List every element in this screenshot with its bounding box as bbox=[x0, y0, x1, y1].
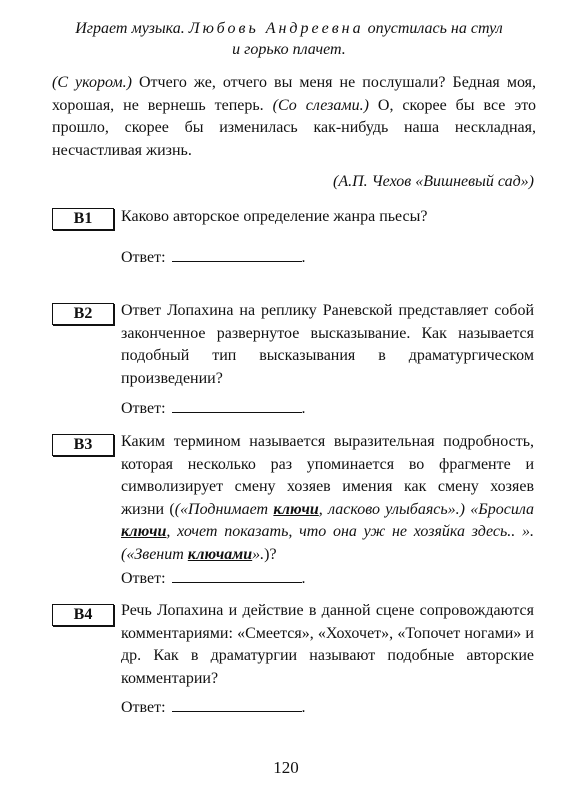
keyword-keys-1: ключи bbox=[273, 500, 319, 518]
answer-label-b2: Ответ: bbox=[121, 400, 166, 417]
task-question-b3-end: )? bbox=[264, 545, 277, 563]
task-question-b2: Ответ Лопахина на реплику Раневской представляет собой законченное развернутое высказывание. Как называется подобный тип высказывания в драматургическом произведении? bbox=[121, 302, 534, 387]
speech-paragraph bbox=[52, 72, 536, 162]
task-label-b3: B3 bbox=[52, 434, 114, 456]
task-quote2-a: «Бросила bbox=[470, 500, 534, 518]
speech-text-2: О, скорее бы все это прошло, скорее бы изменилась как-нибудь наша нескладная, несчастливая жизнь. bbox=[52, 96, 537, 159]
task-quote1-b: , ласково улыбаясь».) bbox=[318, 500, 465, 518]
speech-remark-1: (С укором.) bbox=[52, 74, 132, 91]
source-citation: (А.П. Чехов «Вишневый сад») bbox=[333, 173, 534, 190]
speech-remark-2: (Со слезами.) bbox=[272, 96, 369, 114]
speech-text-1: Отчего же, отчего вы меня не послушали? Бедная моя, хорошая, не вернешь теперь. bbox=[52, 74, 537, 114]
answer-label-b4: Ответ: bbox=[121, 699, 166, 716]
stage-direction-part2: опустилась на стул bbox=[367, 20, 503, 37]
task-question-b4: Речь Лопахина и действие в данной сцене сопровождаются комментариями: «Смеется», «Хохочет», «Топочет ногами» и др. Как в драматургии называют подобные авторские комментарии? bbox=[121, 602, 534, 687]
task-label-b1: B1 bbox=[52, 208, 114, 230]
answer-row-b3: Ответ: . bbox=[121, 570, 306, 587]
stage-direction bbox=[40, 18, 538, 60]
answer-blank-b3[interactable] bbox=[172, 568, 302, 583]
task-question-b3-start: Каким термином называется выразительная подробность, которая несколько раз упоминается во фрагменте и символизирует смену хозяев имения как смену хозяев жизни ( bbox=[121, 433, 534, 518]
keyword-keys-2: ключи bbox=[121, 523, 167, 540]
answer-blank-b1[interactable] bbox=[172, 247, 302, 262]
task-quote1-a: («Поднимает bbox=[174, 500, 274, 518]
answer-row-b4: Ответ: . bbox=[121, 699, 306, 716]
answer-blank-b4[interactable] bbox=[172, 697, 302, 712]
task-question-b3 bbox=[121, 431, 534, 566]
answer-blank-b2[interactable] bbox=[172, 398, 302, 413]
keyword-keys-3: ключами bbox=[187, 545, 253, 563]
task-quote2-c: ». bbox=[252, 545, 265, 563]
stage-direction-line2: и горько плачет. bbox=[232, 41, 346, 58]
task-quote2-b: , хочет показать, что она уж не хозяйка здесь.. ». («Звенит bbox=[121, 523, 534, 563]
answer-label-b3: Ответ: bbox=[121, 570, 166, 587]
stage-direction-part1: Играет музыка. bbox=[75, 20, 185, 37]
task-label-b4: B4 bbox=[52, 604, 114, 626]
task-label-b2: B2 bbox=[52, 303, 114, 325]
page-number: 120 bbox=[273, 758, 299, 777]
answer-row-b1: Ответ: . bbox=[121, 249, 306, 266]
answer-row-b2: Ответ: . bbox=[121, 400, 306, 417]
answer-label-b1: Ответ: bbox=[121, 249, 166, 266]
stage-direction-speaker: Любовь Андреевна bbox=[188, 20, 364, 37]
task-question-b1: Каково авторское определение жанра пьесы? bbox=[121, 208, 428, 225]
